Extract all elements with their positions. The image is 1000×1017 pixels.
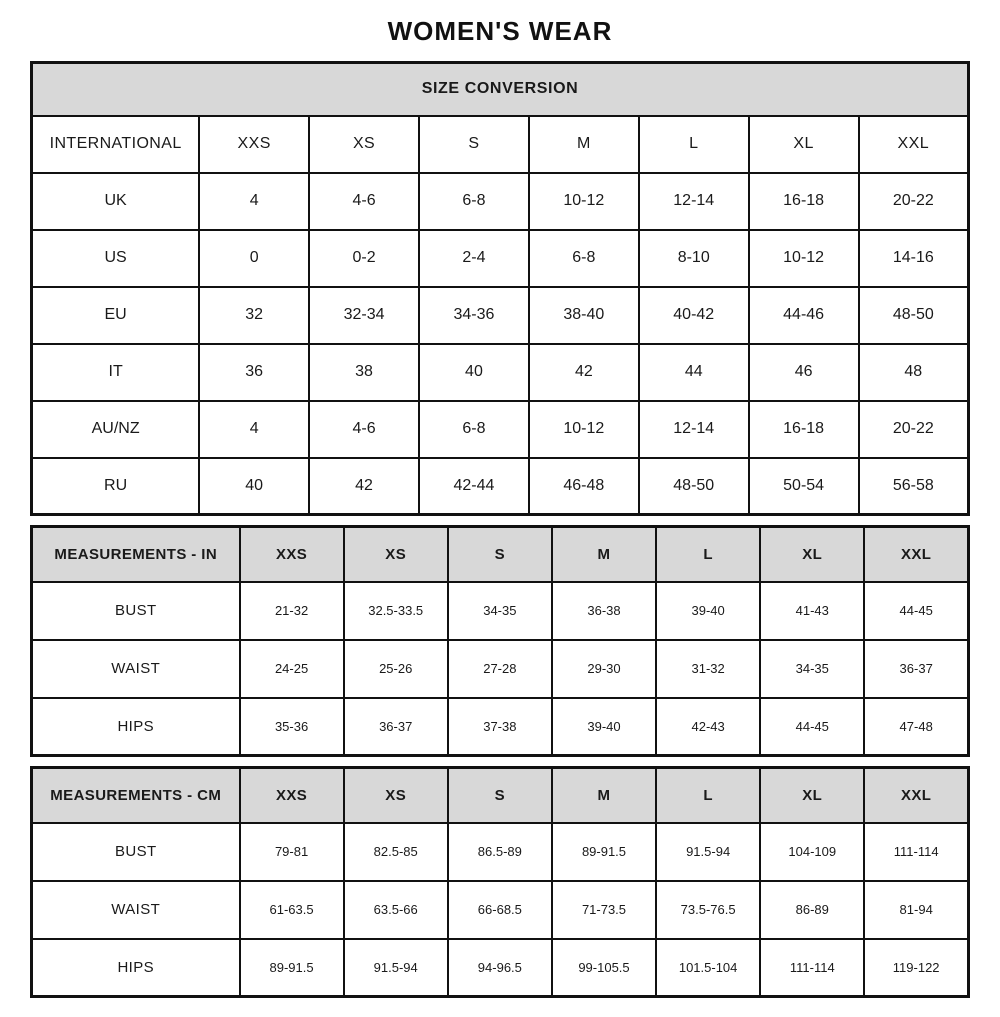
column-header: XL (749, 116, 859, 173)
cell-value: 61-63.5 (240, 881, 344, 939)
table-title: SIZE CONVERSION (32, 63, 969, 116)
row-label: AU/NZ (32, 401, 200, 458)
column-header: XXS (199, 116, 309, 173)
column-header: XL (760, 768, 864, 823)
cell-value: 2-4 (419, 230, 529, 287)
cell-value: 63.5-66 (344, 881, 448, 939)
cell-value: 4-6 (309, 401, 419, 458)
cell-value: 14-16 (859, 230, 969, 287)
row-label: UK (32, 173, 200, 230)
cell-value: 34-35 (448, 582, 552, 640)
column-header: L (656, 527, 760, 582)
cell-value: 34-35 (760, 640, 864, 698)
cell-value: 89-91.5 (552, 823, 656, 881)
cell-value: 42 (309, 458, 419, 515)
cell-value: 86.5-89 (448, 823, 552, 881)
cell-value: 12-14 (639, 173, 749, 230)
row-label: BUST (32, 823, 240, 881)
header-label: INTERNATIONAL (32, 116, 200, 173)
cell-value: 48-50 (859, 287, 969, 344)
cell-value: 0 (199, 230, 309, 287)
row-label: RU (32, 458, 200, 515)
column-header: XS (344, 527, 448, 582)
table-row (32, 173, 969, 230)
cell-value: 36-38 (552, 582, 656, 640)
cell-value: 111-114 (864, 823, 968, 881)
row-label: IT (32, 344, 200, 401)
cell-value: 82.5-85 (344, 823, 448, 881)
cell-value: 32-34 (309, 287, 419, 344)
cell-value: 16-18 (749, 401, 859, 458)
row-label: WAIST (32, 881, 240, 939)
table-row (32, 582, 969, 640)
column-header: XXL (864, 527, 968, 582)
cell-value: 27-28 (448, 640, 552, 698)
table-row (32, 881, 969, 939)
cell-value: 91.5-94 (344, 939, 448, 997)
size-conversion-table (30, 61, 970, 516)
column-header: L (639, 116, 749, 173)
header-label: MEASUREMENTS - CM (32, 768, 240, 823)
table-row (32, 401, 969, 458)
cell-value: 25-26 (344, 640, 448, 698)
column-header: M (529, 116, 639, 173)
cell-value: 10-12 (529, 401, 639, 458)
cell-value: 81-94 (864, 881, 968, 939)
cell-value: 91.5-94 (656, 823, 760, 881)
cell-value: 16-18 (749, 173, 859, 230)
cell-value: 41-43 (760, 582, 864, 640)
cell-value: 42 (529, 344, 639, 401)
cell-value: 56-58 (859, 458, 969, 515)
measurements-in-table (30, 525, 970, 757)
cell-value: 34-36 (419, 287, 529, 344)
cell-value: 6-8 (529, 230, 639, 287)
column-header: XXS (240, 527, 344, 582)
cell-value: 101.5-104 (656, 939, 760, 997)
cell-value: 44-46 (749, 287, 859, 344)
column-header: M (552, 527, 656, 582)
column-header: S (448, 527, 552, 582)
cell-value: 42-44 (419, 458, 529, 515)
cell-value: 94-96.5 (448, 939, 552, 997)
table-row (32, 458, 969, 515)
cell-value: 71-73.5 (552, 881, 656, 939)
cell-value: 21-32 (240, 582, 344, 640)
row-label: EU (32, 287, 200, 344)
cell-value: 48 (859, 344, 969, 401)
table-row (32, 698, 969, 756)
cell-value: 38-40 (529, 287, 639, 344)
measurements-cm-grid (30, 766, 970, 998)
column-header: XS (344, 768, 448, 823)
cell-value: 79-81 (240, 823, 344, 881)
size-conversion-grid (30, 61, 970, 516)
cell-value: 0-2 (309, 230, 419, 287)
cell-value: 6-8 (419, 173, 529, 230)
cell-value: 12-14 (639, 401, 749, 458)
cell-value: 40 (199, 458, 309, 515)
cell-value: 50-54 (749, 458, 859, 515)
table-row (32, 939, 969, 997)
cell-value: 39-40 (656, 582, 760, 640)
table-row (32, 230, 969, 287)
column-header: L (656, 768, 760, 823)
cell-value: 8-10 (639, 230, 749, 287)
cell-value: 44 (639, 344, 749, 401)
cell-value: 104-109 (760, 823, 864, 881)
column-header: XXL (864, 768, 968, 823)
column-header: S (448, 768, 552, 823)
cell-value: 32 (199, 287, 309, 344)
cell-value: 10-12 (529, 173, 639, 230)
cell-value: 86-89 (760, 881, 864, 939)
cell-value: 31-32 (656, 640, 760, 698)
cell-value: 39-40 (552, 698, 656, 756)
cell-value: 46-48 (529, 458, 639, 515)
cell-value: 44-45 (760, 698, 864, 756)
cell-value: 4 (199, 173, 309, 230)
measurements-in-grid (30, 525, 970, 757)
row-label: WAIST (32, 640, 240, 698)
cell-value: 111-114 (760, 939, 864, 997)
cell-value: 73.5-76.5 (656, 881, 760, 939)
page-title: WOMEN'S WEAR (387, 16, 613, 46)
cell-value: 10-12 (749, 230, 859, 287)
cell-value: 38 (309, 344, 419, 401)
table-row (32, 287, 969, 344)
column-header: M (552, 768, 656, 823)
cell-value: 32.5-33.5 (344, 582, 448, 640)
cell-value: 37-38 (448, 698, 552, 756)
table-row (32, 344, 969, 401)
cell-value: 40 (419, 344, 529, 401)
cell-value: 36 (199, 344, 309, 401)
row-label: US (32, 230, 200, 287)
header-label: MEASUREMENTS - IN (32, 527, 240, 582)
cell-value: 47-48 (864, 698, 968, 756)
cell-value: 99-105.5 (552, 939, 656, 997)
cell-value: 44-45 (864, 582, 968, 640)
table-row (32, 640, 969, 698)
cell-value: 4 (199, 401, 309, 458)
cell-value: 89-91.5 (240, 939, 344, 997)
row-label: BUST (32, 582, 240, 640)
cell-value: 35-36 (240, 698, 344, 756)
row-label: HIPS (32, 698, 240, 756)
cell-value: 36-37 (344, 698, 448, 756)
cell-value: 48-50 (639, 458, 749, 515)
cell-value: 20-22 (859, 173, 969, 230)
cell-value: 66-68.5 (448, 881, 552, 939)
column-header: XXL (859, 116, 969, 173)
cell-value: 20-22 (859, 401, 969, 458)
cell-value: 40-42 (639, 287, 749, 344)
column-header: S (419, 116, 529, 173)
cell-value: 24-25 (240, 640, 344, 698)
cell-value: 36-37 (864, 640, 968, 698)
column-header: XS (309, 116, 419, 173)
column-header: XL (760, 527, 864, 582)
row-label: HIPS (32, 939, 240, 997)
column-header: XXS (240, 768, 344, 823)
cell-value: 29-30 (552, 640, 656, 698)
cell-value: 6-8 (419, 401, 529, 458)
table-row (32, 823, 969, 881)
cell-value: 42-43 (656, 698, 760, 756)
measurements-cm-table (30, 766, 970, 998)
cell-value: 119-122 (864, 939, 968, 997)
cell-value: 4-6 (309, 173, 419, 230)
cell-value: 46 (749, 344, 859, 401)
